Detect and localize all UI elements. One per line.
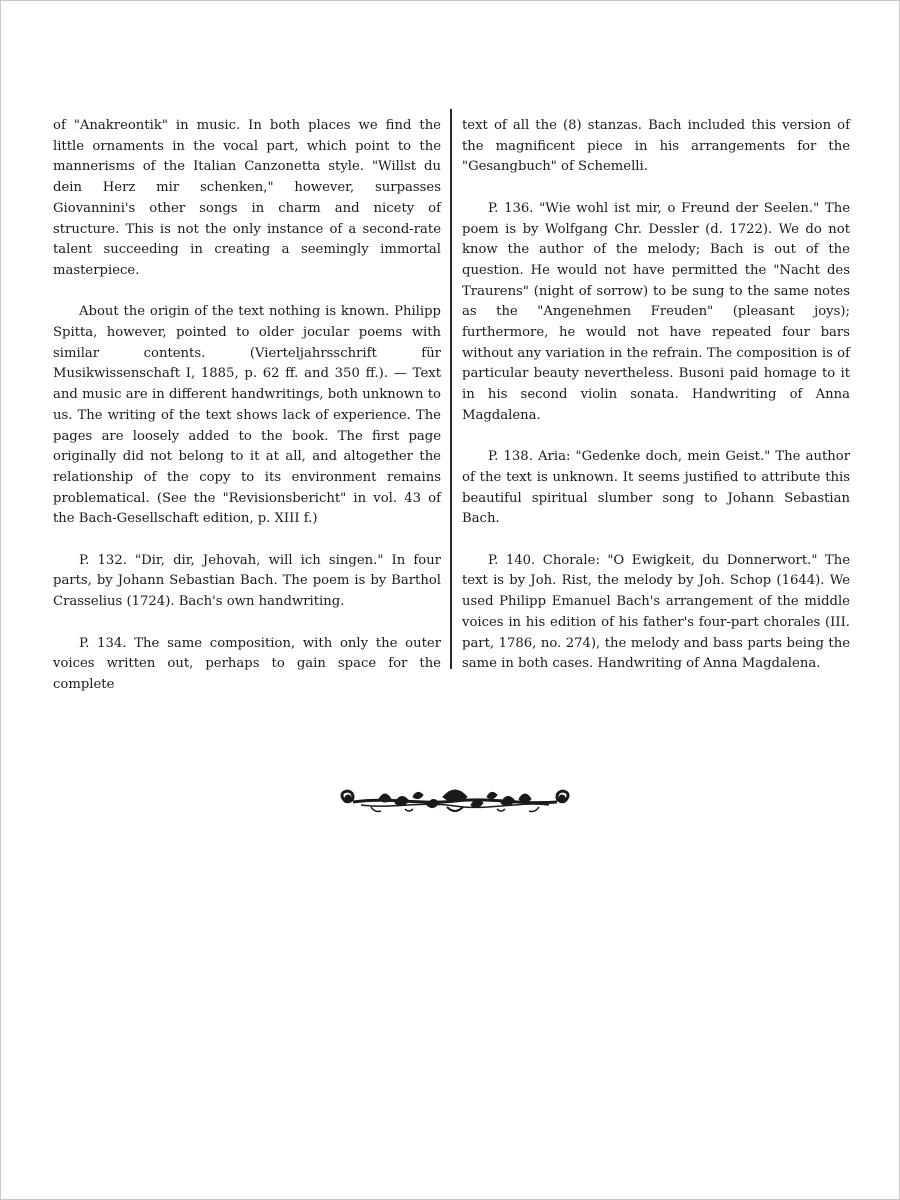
paragraph-left-2: About the origin of the text nothing is known. Philipp Spitta, however, pointed to older jocular poems with similar contents. (Vierteljahrsschrift für Musikwissenschaft I, 1885, p. 62 ff. and 350 ff.). — Text and music are in different handwritings, both unknown to us. The writing of the text shows lack of experience. The pages are loosely added to the book. The first page originally did not belong to it at all, and altogether the relationship of the copy to its environment remains problematical. (See the "Revisionsbericht" in vol. 43 of the Bach-Gesellschaft edition, p. XIII f.) <box>53 304 441 527</box>
paragraph-left-3: P. 132. "Dir, dir, Jehovah, will ich singen." In four parts, by Johann Sebastian Bach. The poem is by Barthol Crasselius (1724). Bach's own handwriting. <box>53 552 441 610</box>
column-divider <box>450 109 452 669</box>
paragraph-right-3: P. 138. Aria: "Gedenke doch, mein Geist." The author of the text is unknown. It seems justified to attribute this beautiful spiritual slumber song to Johann Sebastian Bach. <box>462 449 850 527</box>
paragraph-right-1: text of all the (8) stanzas. Bach included this version of the magnificent piece in his arrangements for the "Gesangbuch" of Schemelli. <box>462 118 850 175</box>
paragraph-left-4: P. 134. The same composition, with only the outer voices written out, perhaps to gain space for the complete <box>53 635 441 692</box>
paragraph-left-1: of "Anakreontik" in music. In both places we find the little ornaments in the vocal part, which point to the mannerisms of the Italian Canzonetta style. "Willst du dein Herz mir schenken," however, surpasses Giovannini's other songs in charm and nicety of structure. This is not the only instance of a second-rate talent succeeding in creating a seemingly immortal masterpiece. <box>53 118 441 278</box>
paragraph-right-4: P. 140. Chorale: "O Ewigkeit, du Donnerwort." The text is by Joh. Rist, the melody by Joh. Schop (1644). We used Philipp Emanuel Bach's arrangement of the middle voices in his edition of his father's four-part chorales (III. part, 1786, no. 274), the melody and bass parts being the same in both cases. Handwriting of Anna Magdalena. <box>462 552 850 672</box>
left-text-column <box>53 116 441 716</box>
right-text-column <box>462 116 850 696</box>
paragraph-right-2: P. 136. "Wie wohl ist mir, o Freund der Seelen." The poem is by Wolfgang Chr. Dessler (d. 1722). We do not know the author of the melody; Bach is out of the question. He would not have permitted the "Nacht des Traurens" (night of sorrow) to be sung to the same notes as the "Angenehmen Freuden" (pleasant joys); furthermore, he would not have repeated four bars without any variation in the refrain. The composition is of particular beauty nevertheless. Busoni paid homage to it in his second violin sonata. Handwriting of Anna Magdalena. <box>462 200 850 423</box>
decorative-scroll-ornament-icon <box>331 783 579 819</box>
